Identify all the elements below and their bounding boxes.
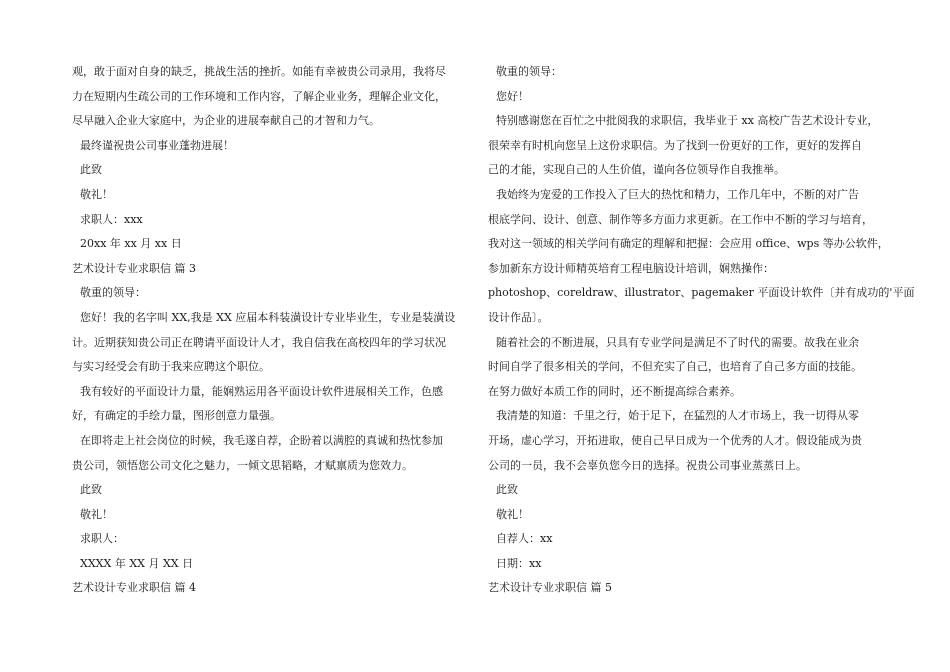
right-text-line: 自荐人：xx (496, 532, 553, 546)
left-text-line: 敬礼！ (80, 507, 113, 521)
right-text-line: 根底学问、设计、创意、制作等多方面力求更新。在工作中不断的学习与培育， (488, 212, 873, 226)
right-text-line: 开场，虚心学习，开拓进取，使自己早日成为一个优秀的人才。假设能成为贵 (488, 433, 862, 447)
right-text-line: 我始终为宠爱的工作投入了巨大的热忱和精力，工作几年中，不断的对广告 (496, 187, 859, 201)
left-text-line: XXXX 年 XX 月 XX 日 (80, 556, 194, 570)
left-section-heading: 艺术设计专业求职信 篇 3 (72, 261, 196, 275)
right-text-line: 您好！ (496, 89, 529, 103)
left-text-line: 敬重的领导： (80, 286, 146, 300)
right-column (488, 60, 915, 601)
right-text-line: 时间自学了很多相关的学问，不但充实了自己，也培育了自己多方面的技能。 (488, 360, 862, 374)
left-text-line: 我有较好的平面设计力量，能娴熟运用各平面设计软件进展相关工作，色感 (80, 384, 443, 398)
right-text-line: 设计作品〕。 (488, 310, 549, 324)
left-text-line: 您好！我的名字叫 XX,我是 XX 应届本科装潢设计专业毕业生，专业是装潢设 (80, 310, 456, 324)
right-text-line: 参加新东方设计师精英培育工程电脑设计培训，娴熟操作： (488, 261, 774, 275)
right-text-line: 日期：xx (496, 556, 542, 570)
right-text-line: 敬重的领导： (496, 65, 562, 78)
left-text-line: 此致 (80, 163, 102, 177)
left-section-heading: 艺术设计专业求职信 篇 4 (72, 581, 196, 595)
left-text-line: 与实习经受会有助于我来应聘这个职位。 (72, 360, 270, 374)
right-text-line: 此致 (496, 483, 518, 497)
left-text-line: 20xx 年 xx 月 xx 日 (80, 237, 182, 251)
right-text-line: 我对这一领域的相关学问有确定的理解和把握：会应用 office、wps 等办公软件， (488, 237, 889, 251)
left-text-line: 贵公司，领悟您公司文化之魅力，一倾文思韬略，才赋禀质为您效力。 (72, 458, 413, 472)
right-text-line: 敬礼！ (496, 507, 529, 521)
right-text-line: 很荣幸有时机向您呈上这份求职信。为了找到一份更好的工作，更好的发挥自 (488, 138, 862, 152)
left-text-line: 好，有确定的手绘力量，图形创意力量强。 (72, 409, 281, 423)
left-column (72, 60, 456, 601)
right-text-line: 我清楚的知道：千里之行，始于足下，在猛烈的人才市场上，我一切得从零 (496, 409, 859, 423)
right-text-line: 特别感谢您在百忙之中批阅我的求职信，我毕业于 xx 高校广告艺术设计专业， (496, 114, 879, 128)
right-text-line: 随着社会的不断进展，只具有专业学问是满足不了时代的需要。故我在业余 (496, 335, 859, 349)
left-text-line: 此致 (80, 483, 102, 497)
right-text-line: 公司的一员，我不会辜负您今日的选择。祝贵公司事业蒸蒸日上。 (488, 458, 807, 472)
right-text-line: 己的才能，实现自己的人生价值，谨向各位领导作自我推举。 (488, 163, 785, 177)
left-text-line: 力在短期内生疏公司的工作环境和工作内容，了解企业业务，理解企业文化， (72, 89, 446, 103)
left-text-line: 求职人： (80, 532, 124, 546)
left-text-line: 最终谨祝贵公司事业蓬勃进展！ (80, 138, 234, 152)
right-text-line: 在努力做好本质工作的同时，还不断提高综合素养。 (488, 384, 741, 398)
right-text-line: photoshop、coreldraw、illustrator、pagemaker 平面设计软件〔并有成功的'平面 (488, 286, 915, 300)
left-text-line: 求职人：xxx (80, 212, 143, 226)
left-text-line: 敬礼！ (80, 187, 113, 201)
left-text-line: 在即将走上社会岗位的时候，我毛遂自荐，企盼着以满腔的真诚和热忱参加 (80, 433, 443, 447)
left-text-line: 尽早融入企业大家庭中，为企业的进展奉献自己的才智和力气。 (72, 114, 380, 128)
left-text-line: 观，敢于面对自身的缺乏，挑战生活的挫折。如能有幸被贵公司录用，我将尽 (72, 65, 446, 78)
right-section-heading: 艺术设计专业求职信 篇 5 (488, 581, 612, 595)
left-text-line: 计。近期获知贵公司正在聘请平面设计人才，我自信我在高校四年的学习状况 (72, 335, 446, 349)
